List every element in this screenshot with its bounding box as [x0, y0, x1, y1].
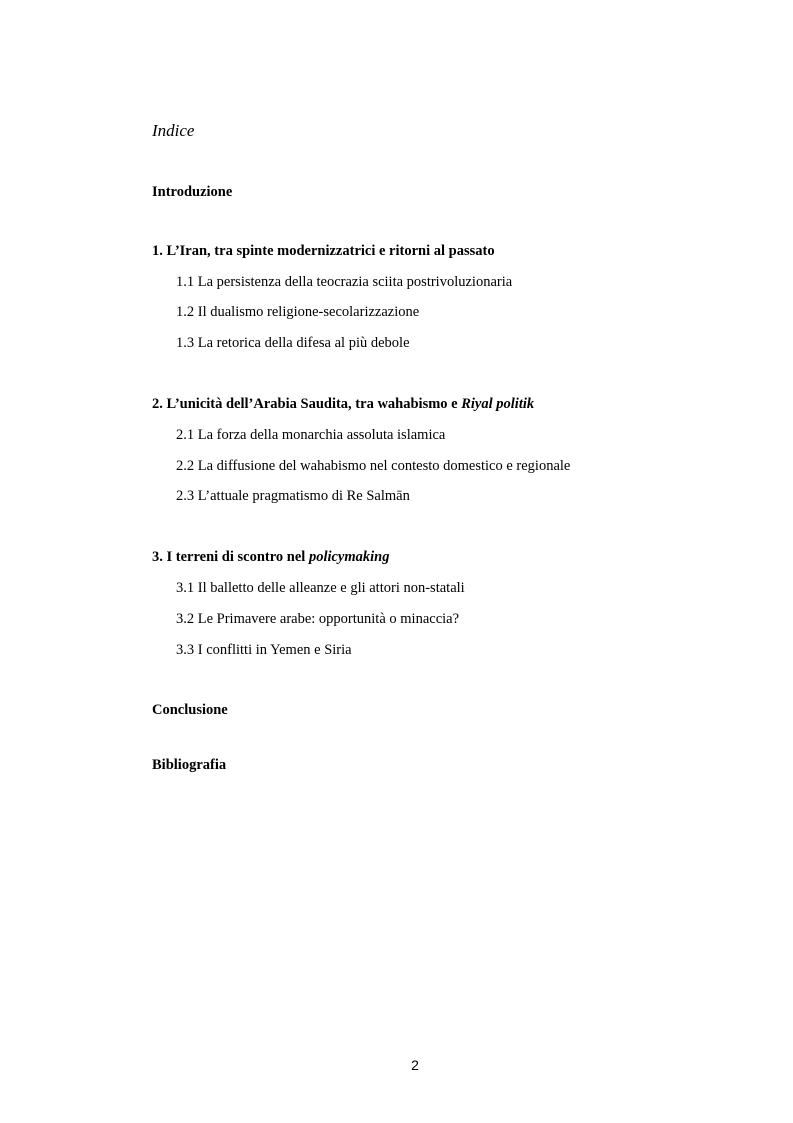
- page-number: 2: [411, 1057, 419, 1073]
- toc-section-1-3: 1.3 La retorica della difesa al più debole: [176, 335, 410, 351]
- toc-chapter-2: [152, 397, 534, 412]
- toc-entry-introduction: Introduzione: [152, 184, 233, 200]
- toc-chapter-3-prefix: 3. I terreni di scontro nel: [152, 549, 309, 565]
- toc-title: Indice: [152, 121, 195, 140]
- toc-section-2-2: 2.2 La diffusione del wahabismo nel contesto domestico e regionale: [176, 458, 571, 474]
- toc-section-2-1: 2.1 La forza della monarchia assoluta islamica: [176, 427, 446, 443]
- toc-section-2-3: 2.3 L’attuale pragmatismo di Re Salmān: [176, 488, 410, 504]
- toc-section-3-3: 3.3 I conflitti in Yemen e Siria: [176, 642, 352, 658]
- toc-chapter-3: [152, 550, 390, 565]
- toc-entry-bibliography: Bibliografia: [152, 757, 227, 773]
- toc-chapter-2-italic: Riyal politik: [461, 396, 535, 412]
- toc-chapter-2-prefix: 2. L’unicità dell’Arabia Saudita, tra wahabismo e: [152, 396, 462, 412]
- toc-section-1-2: 1.2 Il dualismo religione-secolarizzazione: [176, 304, 420, 320]
- toc-chapter-1: 1. L’Iran, tra spinte modernizzatrici e ritorni al passato: [152, 243, 495, 259]
- toc-entry-conclusion: Conclusione: [152, 702, 228, 718]
- toc-section-3-2: 3.2 Le Primavere arabe: opportunità o minaccia?: [176, 611, 460, 627]
- toc-section-3-1: 3.1 Il balletto delle alleanze e gli attori non-statali: [176, 580, 465, 596]
- toc-chapter-3-italic: policymaking: [308, 549, 390, 565]
- toc-section-1-1: 1.1 La persistenza della teocrazia sciita postrivoluzionaria: [176, 274, 513, 290]
